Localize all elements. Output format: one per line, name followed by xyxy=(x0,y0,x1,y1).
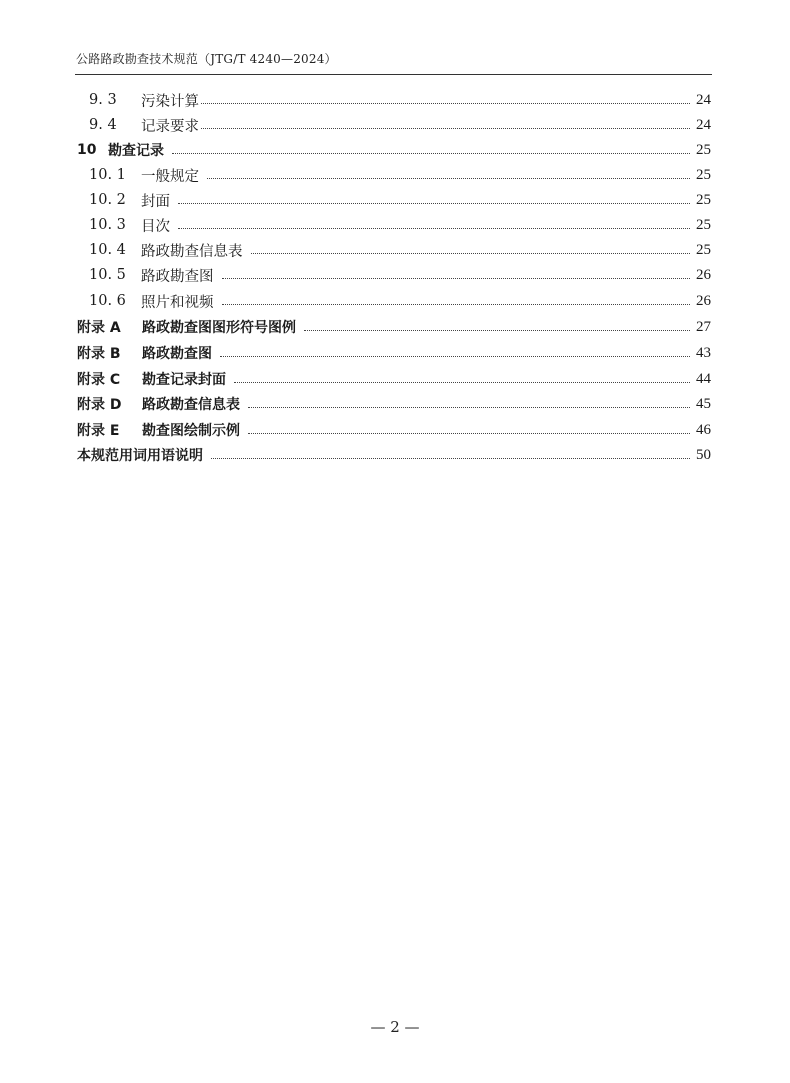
toc-entry-10-1[interactable] xyxy=(89,162,711,188)
toc-entry-10-4[interactable] xyxy=(89,237,711,263)
toc-entry-title: 路政勘查信息表 xyxy=(141,243,243,260)
toc-entry-title: 一般规定 xyxy=(141,168,199,185)
toc-dot-leader xyxy=(248,406,690,408)
toc-entry-9-4[interactable] xyxy=(89,112,711,138)
toc-dot-leader xyxy=(251,252,691,254)
toc-entry-10-5[interactable] xyxy=(89,262,711,288)
toc-entry-number: 附录 A xyxy=(77,320,121,336)
toc-entry-title: 路政勘查图 xyxy=(142,346,212,362)
toc-entry-10-3[interactable] xyxy=(89,212,711,238)
toc-entry-terms-explanation[interactable] xyxy=(77,442,711,468)
toc-entry-number: 10. 4 xyxy=(89,242,126,258)
toc-dot-leader xyxy=(220,355,690,357)
toc-dot-leader xyxy=(222,303,691,305)
toc-entry-title: 路政勘查图 xyxy=(141,268,214,285)
toc-entry-10[interactable] xyxy=(77,137,711,163)
toc-entry-title: 记录要求 xyxy=(141,118,199,135)
header-divider xyxy=(75,74,712,75)
toc-dot-leader xyxy=(172,152,690,154)
toc-entry-number: 10. 1 xyxy=(89,167,126,183)
toc-entry-title: 勘查记录封面 xyxy=(142,372,226,388)
toc-dot-leader xyxy=(304,329,690,331)
toc-entry-number: 9. 3 xyxy=(89,92,117,108)
toc-entry-page: 46 xyxy=(696,421,711,438)
toc-dot-leader xyxy=(201,127,690,129)
toc-entry-title: 目次 xyxy=(141,218,170,235)
toc-dot-leader xyxy=(248,432,690,434)
toc-entry-number: 10. 3 xyxy=(89,217,126,233)
toc-entry-10-2[interactable] xyxy=(89,187,711,213)
toc-dot-leader xyxy=(207,177,690,179)
page-number: — 2 — xyxy=(370,1018,420,1036)
toc-entry-9-3[interactable] xyxy=(89,87,711,113)
toc-entry-number: 10. 2 xyxy=(89,192,126,208)
toc-dot-leader xyxy=(222,277,691,279)
toc-entry-number: 10 xyxy=(77,142,97,158)
toc-entry-page: 25 xyxy=(696,141,711,158)
toc-entry-page: 50 xyxy=(696,446,711,463)
toc-entry-appendix-b[interactable] xyxy=(77,340,711,366)
toc-entry-number: 附录 E xyxy=(77,423,120,439)
toc-entry-page: 26 xyxy=(696,266,711,283)
toc-entry-number: 10. 5 xyxy=(89,267,126,283)
toc-entry-title: 本规范用词用语说明 xyxy=(77,448,203,464)
toc-entry-title: 勘查记录 xyxy=(108,143,164,159)
toc-entry-number: 附录 B xyxy=(77,346,121,362)
toc-entry-number: 附录 D xyxy=(77,397,122,413)
toc-entry-appendix-c[interactable] xyxy=(77,366,711,392)
toc-entry-number: 10. 6 xyxy=(89,293,126,309)
toc-dot-leader xyxy=(234,381,690,383)
toc-entry-appendix-a[interactable] xyxy=(77,314,711,340)
toc-entry-page: 25 xyxy=(696,216,711,233)
toc-dot-leader xyxy=(178,202,690,204)
toc-entry-appendix-e[interactable] xyxy=(77,417,711,443)
toc-entry-appendix-d[interactable] xyxy=(77,391,711,417)
toc-entry-page: 27 xyxy=(696,318,711,335)
toc-entry-page: 24 xyxy=(696,91,711,108)
toc-dot-leader xyxy=(211,457,690,459)
toc-entry-page: 25 xyxy=(696,241,711,258)
running-header: 公路路政勘查技术规范（JTG/T 4240—2024） xyxy=(76,52,337,66)
toc-entry-title: 污染计算 xyxy=(141,93,199,110)
toc-entry-page: 25 xyxy=(696,166,711,183)
toc-entry-page: 25 xyxy=(696,191,711,208)
toc-entry-number: 附录 C xyxy=(77,372,121,388)
toc-entry-title: 路政勘查图图形符号图例 xyxy=(142,320,296,336)
toc-entry-title: 封面 xyxy=(141,193,170,210)
toc-entry-10-6[interactable] xyxy=(89,288,711,314)
toc-entry-title: 照片和视频 xyxy=(141,294,214,311)
toc-dot-leader xyxy=(178,227,690,229)
toc-entry-title: 勘查图绘制示例 xyxy=(142,423,240,439)
toc-entry-page: 44 xyxy=(696,370,711,387)
toc-entry-number: 9. 4 xyxy=(89,117,117,133)
toc-entry-page: 43 xyxy=(696,344,711,361)
toc-dot-leader xyxy=(201,102,690,104)
toc-entry-page: 26 xyxy=(696,292,711,309)
toc-entry-page: 45 xyxy=(696,395,711,412)
toc-entry-page: 24 xyxy=(696,116,711,133)
toc-entry-title: 路政勘查信息表 xyxy=(142,397,240,413)
